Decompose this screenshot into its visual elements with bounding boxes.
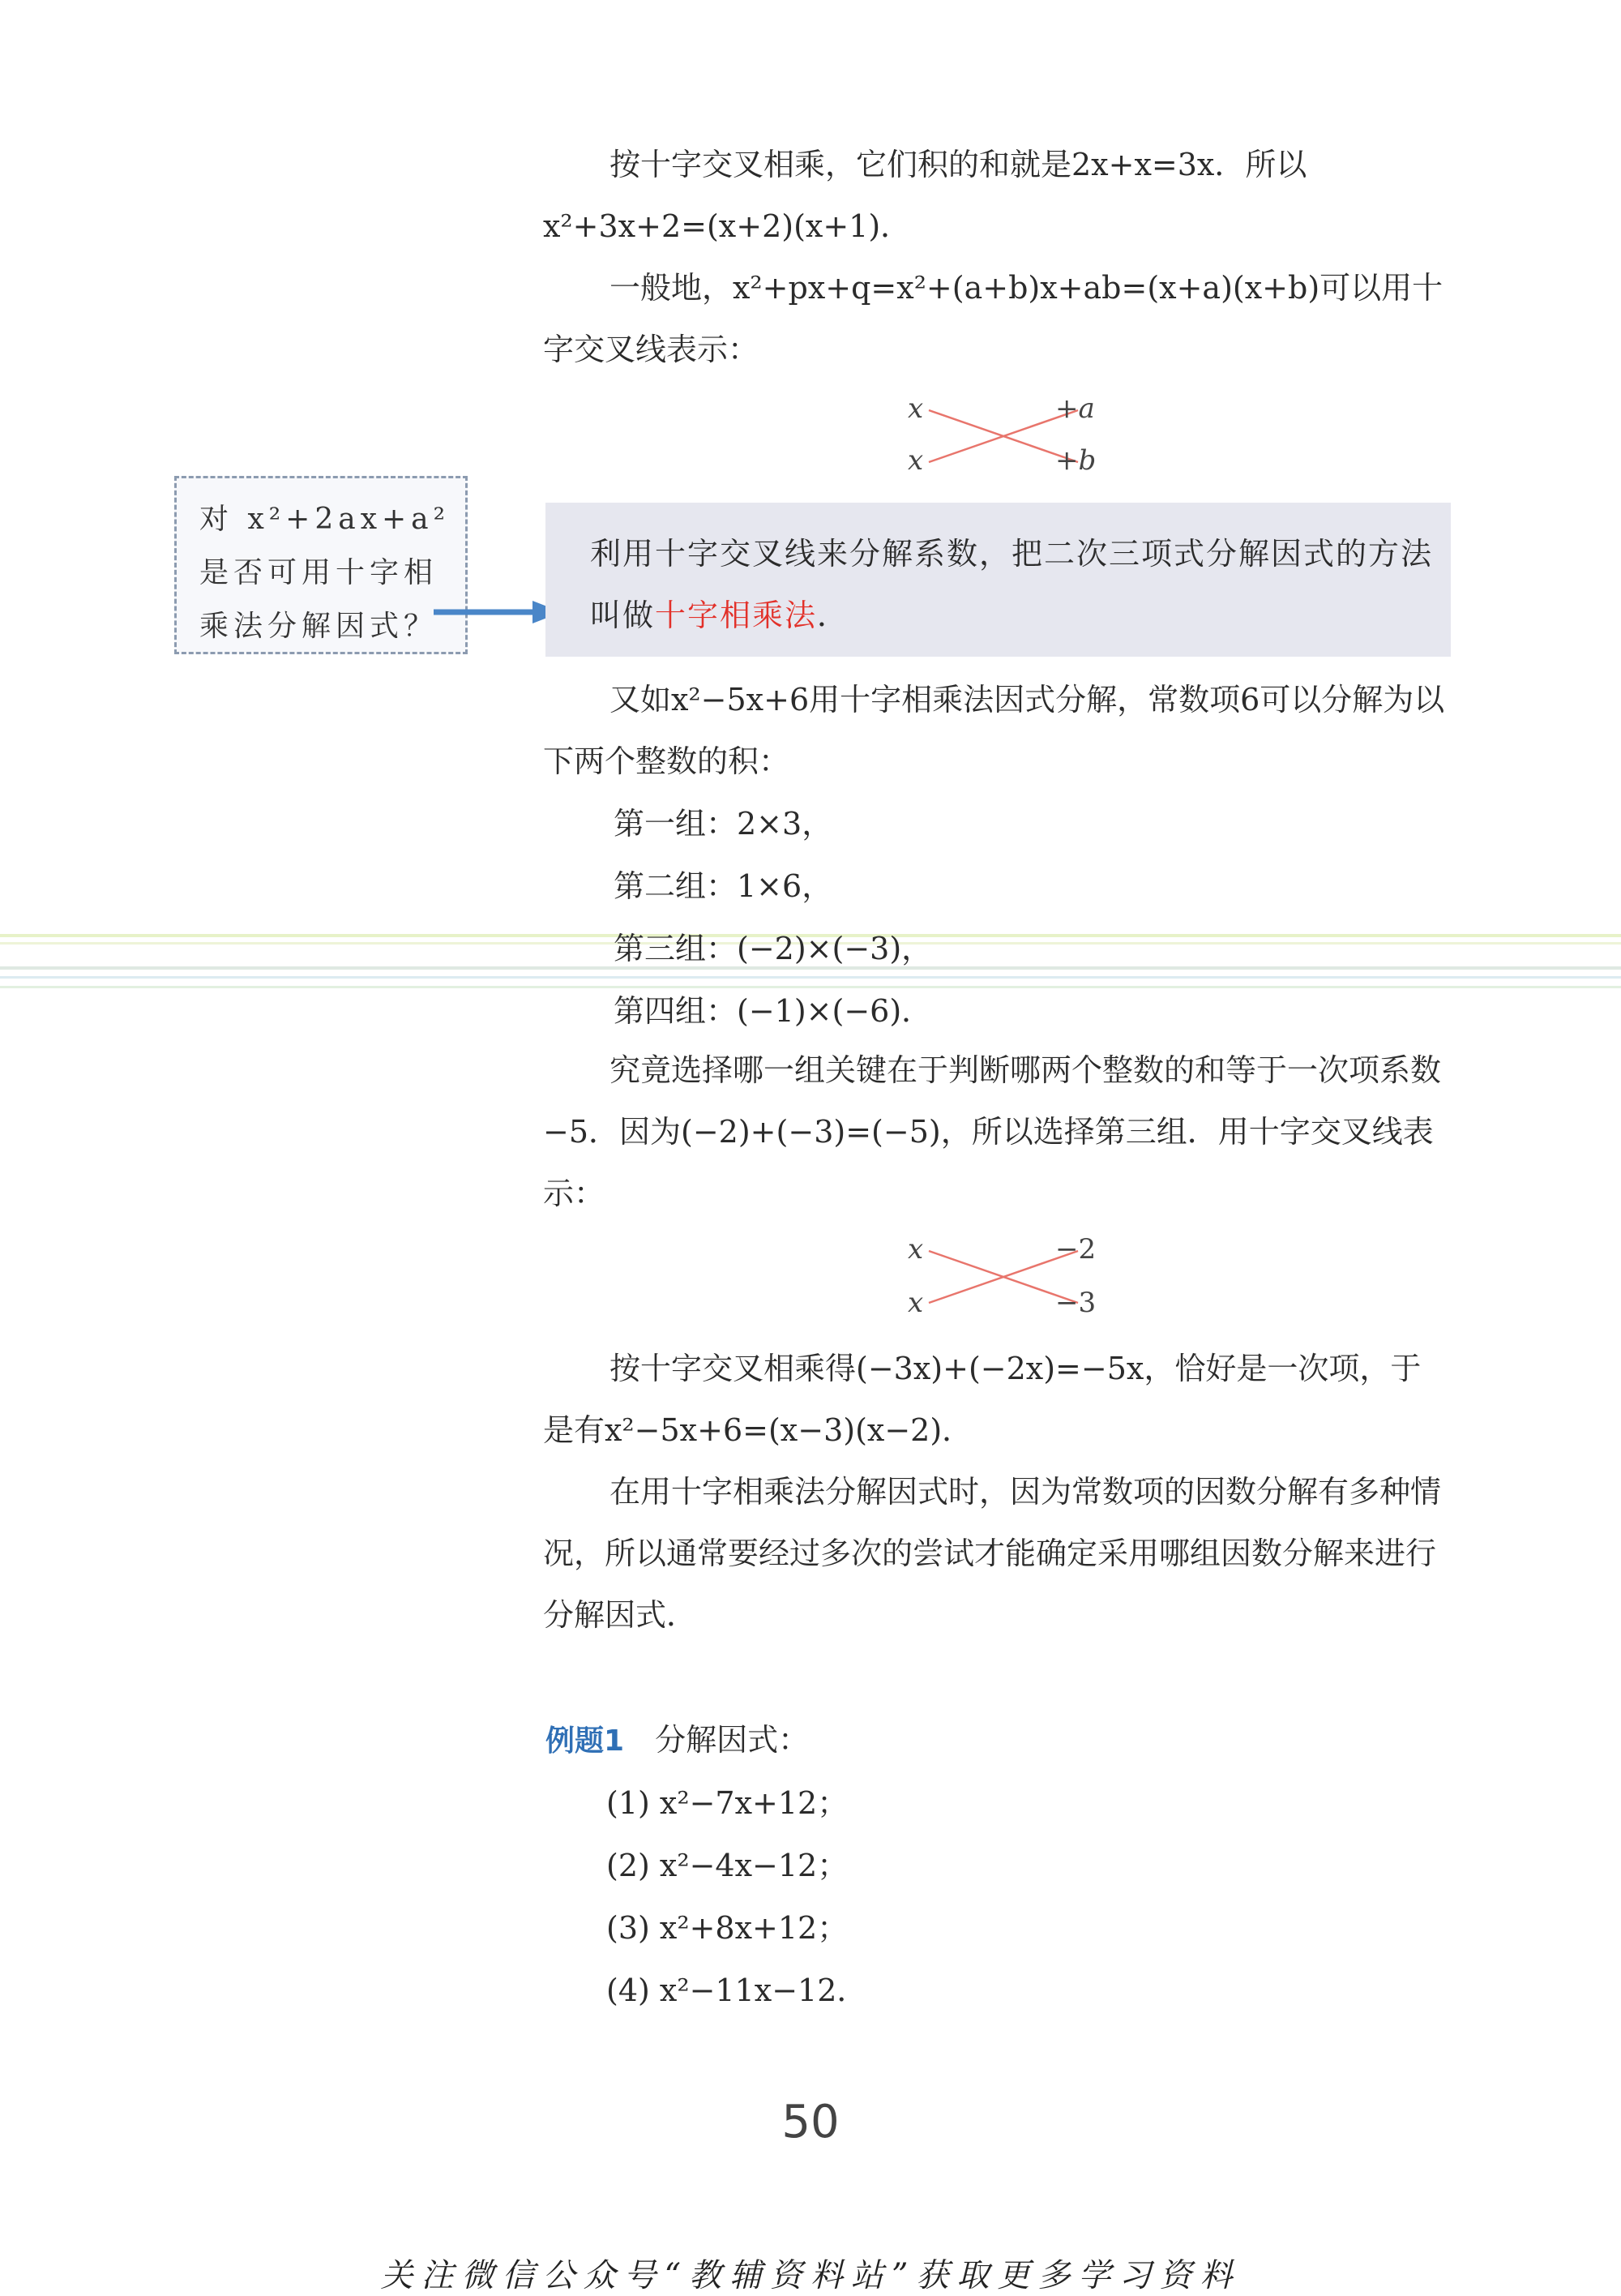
example-item: (3) x²+8x+12；: [606, 1910, 849, 1946]
cross-right-top: +a: [1055, 392, 1095, 425]
group-item: 第二组：1×6，: [614, 868, 833, 904]
cross-diagram-example: [900, 1228, 1110, 1317]
definition-after: ．: [817, 598, 850, 633]
margin-hint-text: 对 x²+2ax+a² 是否可用十字相乘法分解因式？: [199, 503, 451, 643]
page-number: 50: [781, 2096, 840, 2148]
example-heading: [545, 1715, 809, 1759]
paragraph-cross-result: 按十字交叉相乘，它们积的和就是2x+x=3x．所以x²+3x+2=(x+2)(x+1)．: [543, 147, 1307, 244]
definition-term: 十字相乘法: [655, 598, 818, 633]
cross-right-bottom: −3: [1055, 1287, 1097, 1319]
group-item: 第一组：2×3，: [614, 806, 833, 842]
cross-left-bottom: x: [908, 1287, 924, 1319]
paragraph-example-intro: 又如x²−5x+6用十字相乘法因式分解，常数项6可以分解为以下两个整数的积：: [543, 682, 1445, 779]
cross-right-bottom: +b: [1055, 444, 1097, 477]
definition-box: [545, 503, 1451, 657]
definition-before: 利用十字交叉线来分解系数，把二次三项式分解因式的方法叫做: [590, 536, 1434, 633]
cross-right-top: −2: [1055, 1233, 1097, 1266]
example-item: (2) x²−4x−12；: [606, 1848, 849, 1883]
group-item: 第四组：(−1)×(−6)．: [614, 993, 933, 1029]
example-title: 分解因式：: [655, 1722, 810, 1758]
paragraph-general-form: 一般地，x²+px+q=x²+(a+b)x+ab=(x+a)(x+b)可以用十字交叉线表示：: [543, 270, 1444, 367]
footer-promo: 关注微信公众号“教辅资料站”获取更多学习资料: [380, 2257, 1241, 2294]
cross-left-top: x: [908, 1233, 924, 1266]
arrow-icon: [434, 596, 563, 628]
scan-band: [0, 976, 1621, 979]
group-item: 第三组：(−2)×(−3)，: [614, 931, 933, 966]
example-item: (4) x²−11x−12．: [606, 1973, 868, 2008]
cross-left-bottom: x: [908, 444, 924, 477]
cross-diagram-general: [900, 388, 1110, 477]
margin-hint-box: [174, 476, 468, 654]
example-label: 例题1: [545, 1724, 625, 1758]
definition-text: [590, 523, 1433, 646]
example-item: (1) x²−7x+12；: [606, 1785, 849, 1821]
cross-left-top: x: [908, 392, 924, 425]
paragraph-note: 在用十字相乘法分解因式时，因为常数项的因数分解有多种情况，所以通常要经过多次的尝试才能确定采用哪组因数分解来进行分解因式．: [543, 1474, 1442, 1633]
paragraph-result: 按十字交叉相乘得(−3x)+(−2x)=−5x，恰好是一次项，于是有x²−5x+6=(x−3)(x−2)．: [543, 1351, 1422, 1448]
paragraph-selection: 究竟选择哪一组关键在于判断哪两个整数的和等于一次项系数−5．因为(−2)+(−3)=(−5)，所以选择第三组．用十字交叉线表示：: [543, 1052, 1442, 1211]
